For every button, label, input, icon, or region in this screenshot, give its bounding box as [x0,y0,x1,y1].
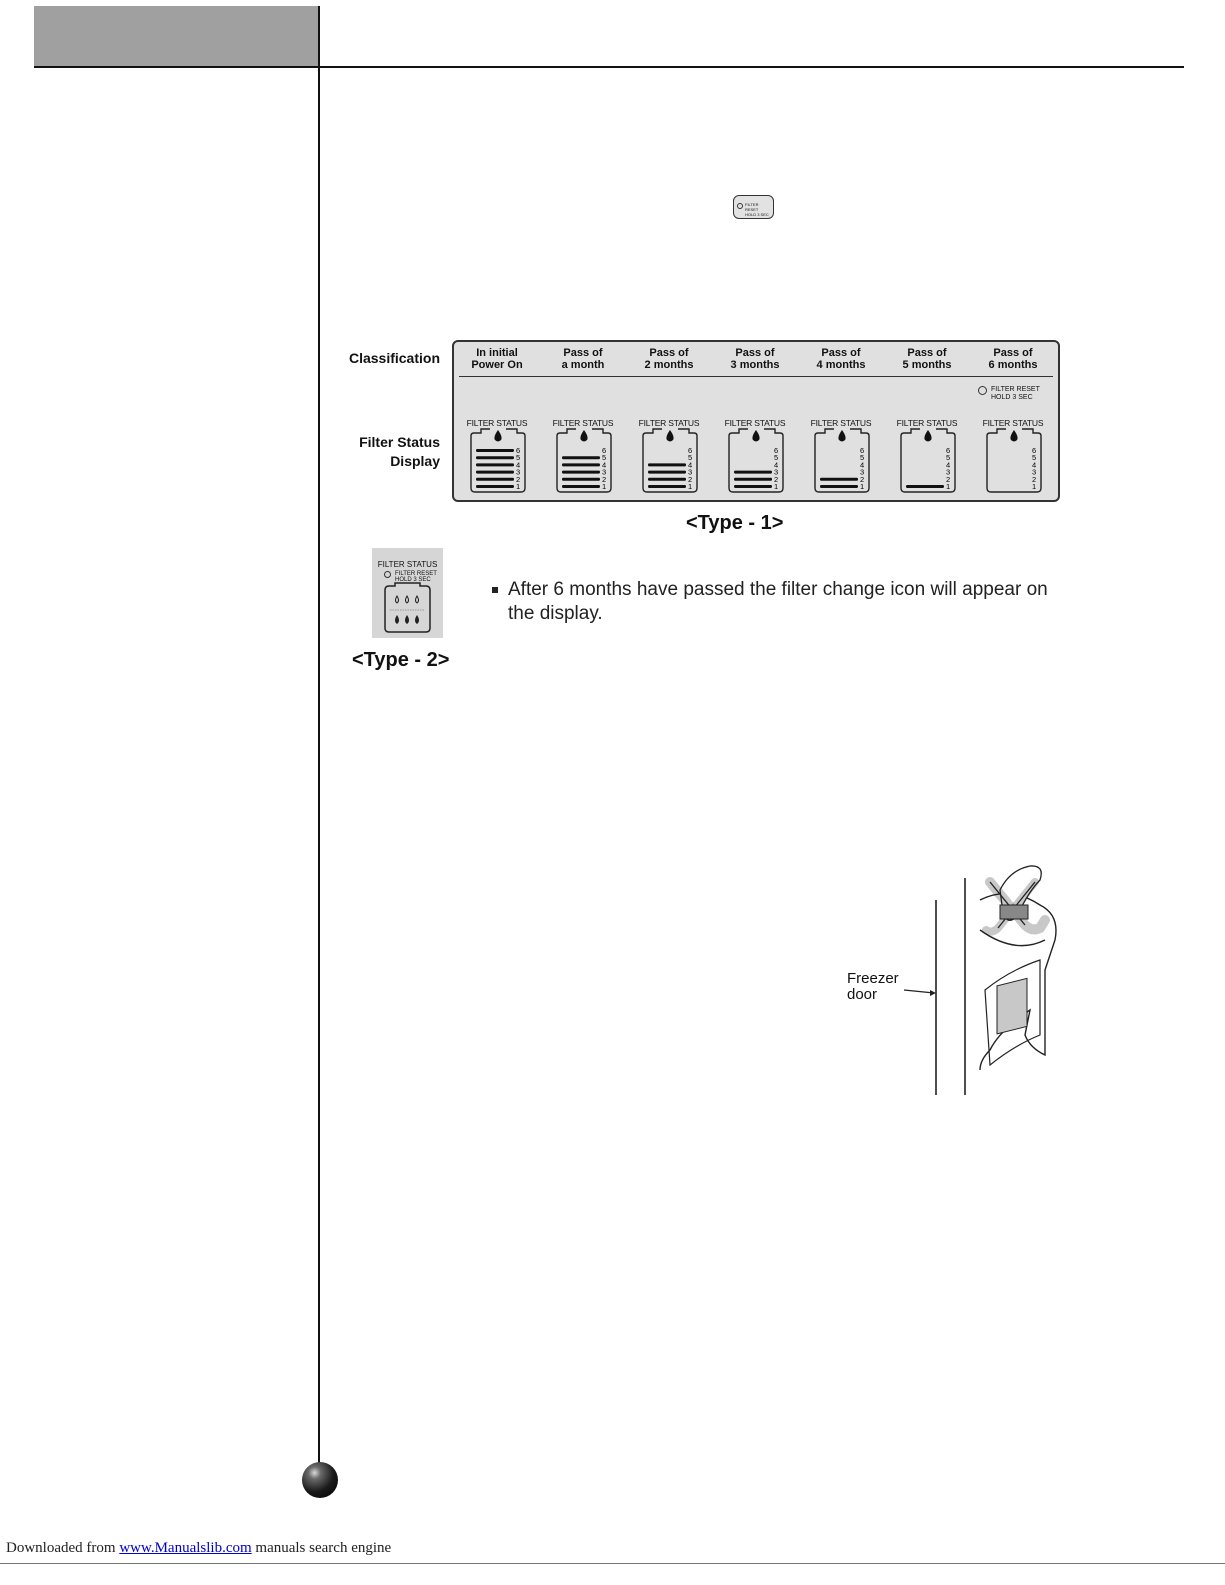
gauge-level-number: 1 [946,482,951,491]
gauge-level-number: 2 [1032,474,1037,484]
gauge-bar [562,463,600,466]
gauge-level-number: 2 [602,474,607,484]
gauge-bar [648,463,686,466]
gauge-level-number: 5 [602,453,607,463]
gauge-bar [476,456,514,459]
type2-caption: <Type - 2> [352,649,450,671]
gauge-bar [648,485,686,488]
column-heading: Pass of 4 months [816,347,866,371]
gauge-bar [648,471,686,474]
gauge-level-number: 5 [860,453,865,463]
gauge-bar [734,471,772,474]
filter-gauge [728,428,784,494]
footer: Downloaded from www.Manualslib.com manuals search engine [6,1540,392,1556]
gauge-level-number: 3 [602,467,607,477]
gauge-bar [562,456,600,459]
gauge-level-number: 1 [602,482,607,491]
gauge-level-number: 6 [516,446,521,455]
gauge-level-number: 5 [516,453,521,463]
gauge-level-number: 5 [1032,453,1037,463]
header-tab [34,6,319,66]
gauge-bar [562,478,600,481]
gauge-level-number: 3 [516,467,521,477]
gauge-level-number: 4 [516,460,521,470]
filter-reset-indicator: FILTER RESET HOLD 3 SEC [978,386,1048,402]
filter-gauge [470,428,526,494]
gauge-level-number: 3 [946,467,951,477]
filter-status-text: FILTER STATUS [982,418,1044,428]
gauge-level-number: 2 [774,474,779,484]
gauge-bar [820,485,858,488]
gauge-level-number: 2 [516,474,521,484]
filter-gauge [814,428,870,494]
gauge-level-number: 5 [688,453,693,463]
gauge-level-number: 4 [688,460,693,470]
classification-label: Classification [348,350,440,366]
status-column [454,342,540,500]
filter-gauge [986,428,1042,494]
status-column [712,342,798,500]
gauge-bar [648,478,686,481]
status-column [970,342,1056,500]
gauge-level-number: 5 [946,453,951,463]
gauge-level-number: 3 [688,467,693,477]
gauge-bar [476,471,514,474]
gauge-level-number: 1 [860,482,865,491]
gauge-level-number: 6 [688,446,693,455]
gauge-level-number: 6 [1032,446,1037,455]
type2-filter-display: FILTER STATUS FILTER RESET HOLD 3 SEC [372,548,443,638]
filter-status-display-label: Filter Status Display [359,434,440,469]
gauge-level-number: 6 [774,446,779,455]
column-heading: Pass of 5 months [902,347,952,371]
column-heading: Pass of 2 months [644,347,694,371]
gauge-level-number: 6 [602,446,607,455]
gauge-bar [734,485,772,488]
gauge-bar [734,478,772,481]
gauge-bar [562,485,600,488]
page-marker [302,1462,338,1498]
column-heading: Pass of a month [561,347,605,371]
gauge-level-number: 1 [688,482,693,491]
gauge-bar [476,485,514,488]
status-column [626,342,712,500]
filter-reset-button-icon: FILTER RESET HOLD 3 SEC [733,195,774,219]
gauge-level-number: 2 [688,474,693,484]
gauge-bar [476,449,514,452]
gauge-level-number: 4 [860,460,865,470]
filter-status-panel [452,340,1060,502]
gauge-level-number: 4 [602,460,607,470]
gauge-level-number: 6 [860,446,865,455]
gauge-bar [476,463,514,466]
filter-status-text: FILTER STATUS [896,418,958,428]
filter-gauge [642,428,698,494]
gauge-level-number: 2 [946,474,951,484]
margin-rule [318,6,320,1471]
gauge-level-number: 1 [1032,482,1037,491]
gauge-level-number: 5 [774,453,779,463]
status-column [798,342,884,500]
reset-ring-icon [978,386,987,395]
header-rule [34,66,1184,68]
gauge-level-number: 3 [1032,467,1037,477]
status-column [540,342,626,500]
filter-status-text: FILTER STATUS [810,418,872,428]
water-drops-icon [372,548,443,638]
manualslib-link[interactable]: www.Manualslib.com [119,1540,252,1556]
footer-rule [0,1563,1225,1564]
gauge-level-number: 2 [860,474,865,484]
gauge-level-number: 4 [946,460,951,470]
filter-status-text: FILTER STATUS [466,418,528,428]
status-column [884,342,970,500]
filter-status-text: FILTER STATUS [724,418,786,428]
column-heading: Pass of 3 months [730,347,780,371]
gauge-level-number: 3 [774,467,779,477]
gauge-level-number: 4 [774,460,779,470]
filter-status-text: FILTER STATUS [638,418,700,428]
gauge-bar [562,471,600,474]
gauge-level-number: 6 [946,446,951,455]
gauge-level-number: 4 [1032,460,1037,470]
gauge-bar [820,478,858,481]
column-heading: In initial Power On [471,347,523,371]
filter-status-text: FILTER STATUS [552,418,614,428]
column-heading: Pass of 6 months [988,347,1038,371]
gauge-bar [906,485,944,488]
filter-gauge [900,428,956,494]
gauge-bar [476,478,514,481]
filter-gauge [556,428,612,494]
gauge-level-number: 1 [516,482,521,491]
gauge-level-number: 1 [774,482,779,491]
gauge-level-number: 3 [860,467,865,477]
type1-caption: <Type - 1> [686,512,784,534]
filter-change-note: After 6 months have passed the filter change icon will appear on the display. [492,578,1048,626]
freezer-door-label: Freezer door [847,970,899,1003]
